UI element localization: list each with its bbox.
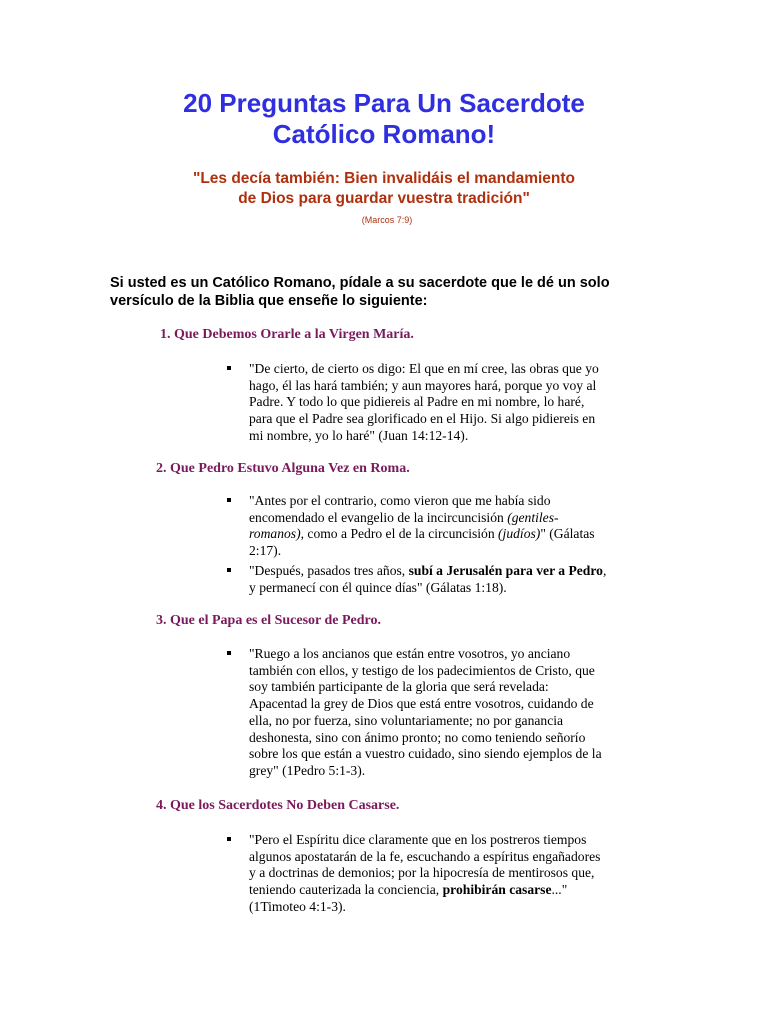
intro-paragraph: [110, 274, 670, 310]
epigraph-line-1: "Les decía también: Bien invalidáis el mandamiento: [192, 170, 576, 187]
bold-text: prohibirán casarse: [442, 882, 552, 898]
intro-line-1: Si usted es un Católico Romano, pídale a su sacerdote que le dé un solo: [110, 275, 610, 291]
bullet-marker: [227, 837, 231, 841]
quote-line: (1Timoteo 4:1-3).: [249, 898, 346, 914]
quote-line: y permanecí con él quince días" (Gálatas 1:18).: [249, 579, 507, 595]
quote-line: encomendado el evangelio de la incircuncisión (gentiles-: [249, 509, 559, 525]
question-heading-3: 3. Que el Papa es el Sucesor de Pedro.: [156, 613, 382, 628]
bible-quote-item: [249, 361, 654, 445]
quote-line: para que el Padre sea glorificado en el Hijo. Si algo pidiereis en: [249, 411, 596, 427]
quote-line: grey" (1Pedro 5:1-3).: [249, 762, 366, 778]
quote-line: soy también participante de la gloria que será revelada:: [249, 679, 549, 695]
quote-line: "Ruego a los ancianos que están entre vosotros, yo anciano: [249, 646, 571, 661]
quote-line: 2:17).: [249, 543, 282, 559]
intro-line-2: versículo de la Biblia que enseñe lo siguiente:: [110, 293, 428, 309]
emphasis-text: romanos): [249, 526, 301, 542]
bullet-marker: [227, 498, 231, 502]
bullet-marker: [227, 366, 231, 370]
bible-quote-item: [249, 493, 654, 560]
bible-quote-item: [249, 563, 654, 596]
quote-line: ella, no por fuerza, sino voluntariamente; no por ganancia: [249, 712, 564, 728]
emphasis-text: (judíos): [498, 526, 541, 542]
quote-line: y a doctrinas de demonios; por la hipocresía de mentirosos que,: [249, 865, 595, 881]
document-title: [0, 88, 768, 150]
quote-line: teniendo cauterizada la conciencia, prohibirán casarse...": [249, 882, 568, 898]
epigraph-reference: (Marcos 7:9): [361, 215, 413, 225]
epigraph-quote: [0, 169, 768, 230]
question-heading-4: 4. Que los Sacerdotes No Deben Casarse.: [156, 798, 400, 813]
quote-line: algunos apostatarán de la fe, escuchando a espíritus engañadores: [249, 848, 601, 864]
quote-line: Apacentad la grey de Dios que está entre vosotros, cuidando de: [249, 696, 594, 712]
quote-line: "De cierto, de cierto os digo: El que en mí cree, las obras que yo: [249, 361, 599, 376]
bible-quote-item: [249, 832, 654, 916]
epigraph-line-2: de Dios para guardar vuestra tradición" (Marcos 7:9): [238, 190, 530, 225]
title-line-2: Católico Romano!: [272, 119, 496, 149]
bible-quote-item: [249, 646, 654, 780]
quote-line: Padre. Y todo lo que pidiereis al Padre en mi nombre, lo haré,: [249, 394, 585, 410]
title-line-1: 20 Preguntas Para Un Sacerdote: [183, 88, 585, 118]
bullet-marker: [227, 651, 231, 655]
quote-line: mi nombre, yo lo haré" (Juan 14:12-14).: [249, 427, 469, 443]
emphasis-text: (gentiles-: [507, 509, 559, 525]
bullet-marker: [227, 568, 231, 572]
bold-text: subí a Jerusalén para ver a Pedro: [408, 563, 603, 578]
question-heading-2: 2. Que Pedro Estuvo Alguna Vez en Roma.: [156, 461, 410, 476]
quote-line: hago, él las hará también; y aun mayores hará, porque yo voy al: [249, 377, 597, 393]
quote-line: romanos), como a Pedro el de la circuncisión (judíos)" (Gálatas: [249, 526, 595, 542]
quote-line: "Antes por el contrario, como vieron que me había sido: [249, 493, 551, 508]
question-heading-1: 1. Que Debemos Orarle a la Virgen María.: [160, 327, 414, 342]
quote-line: sobre los que están a vuestro cuidado, sino siendo ejemplos de la: [249, 746, 602, 762]
quote-line: deshonesta, sino con ánimo pronto; no como teniendo señorío: [249, 729, 586, 745]
quote-line: "Pero el Espíritu dice claramente que en los postreros tiempos: [249, 832, 587, 847]
quote-line: "Después, pasados tres años, subí a Jerusalén para ver a Pedro,: [249, 563, 607, 578]
quote-line: también con ellos, y testigo de los padecimientos de Cristo, que: [249, 662, 595, 678]
